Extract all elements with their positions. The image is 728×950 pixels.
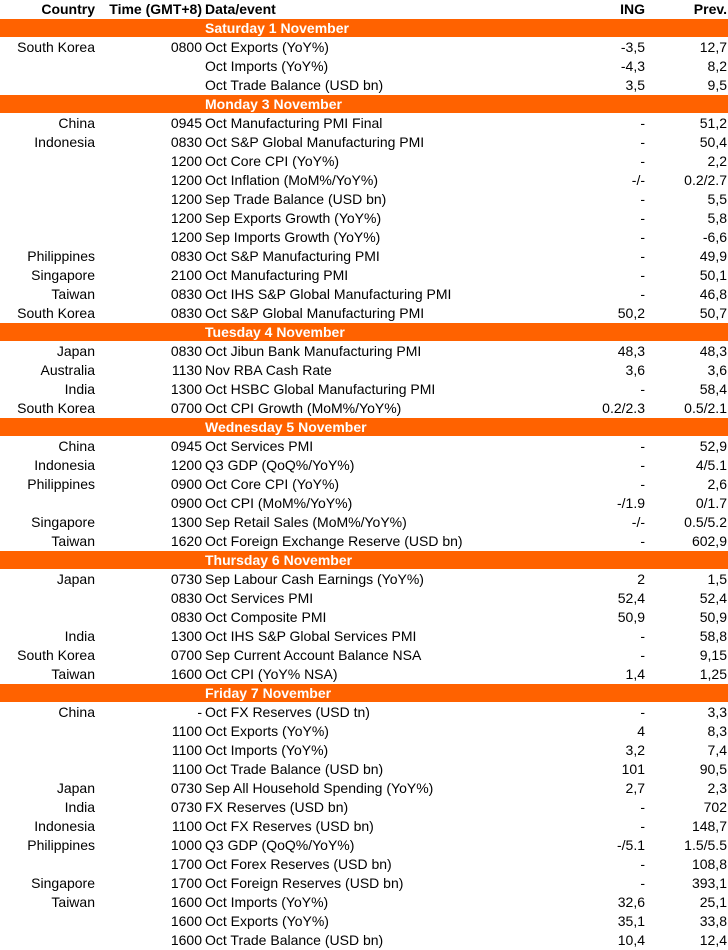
time-cell: 1700 (170, 856, 202, 872)
table-row (0, 760, 728, 779)
ing-forecast-cell: 1,4 (625, 666, 645, 682)
country-cell: Taiwan (51, 286, 95, 302)
event-cell: Oct Jibun Bank Manufacturing PMI (205, 343, 422, 359)
time-cell: 0700 (170, 400, 202, 416)
time-cell: 1300 (170, 514, 202, 530)
country-cell: Singapore (31, 514, 95, 530)
previous-value-cell: 1.5/5.5 (684, 837, 727, 853)
country-cell: Indonesia (34, 457, 95, 473)
time-cell: 0800 (170, 39, 202, 55)
table-row (0, 627, 728, 646)
ing-forecast-cell: 2 (637, 571, 645, 587)
previous-value-cell: 9,5 (707, 77, 727, 93)
event-cell: FX Reserves (USD bn) (205, 799, 349, 815)
ing-forecast-cell: - (640, 286, 645, 302)
ing-forecast-cell: 3,6 (625, 362, 645, 378)
ing-forecast-cell: - (640, 153, 645, 169)
event-cell: Oct Services PMI (205, 590, 314, 606)
event-cell: Oct Inflation (MoM%/YoY%) (205, 172, 378, 188)
previous-value-cell: 9,15 (699, 647, 727, 663)
table-row (0, 114, 728, 133)
previous-value-cell: 90,5 (699, 761, 727, 777)
time-cell: 1100 (171, 761, 202, 777)
ing-forecast-cell: - (640, 191, 645, 207)
ing-forecast-cell: -/- (631, 172, 645, 188)
table-row (0, 266, 728, 285)
table-row (0, 190, 728, 209)
time-cell: 1200 (170, 153, 202, 169)
ing-forecast-cell: 2,7 (625, 780, 645, 796)
day-header (0, 95, 728, 113)
table-row (0, 779, 728, 798)
table-row (0, 494, 728, 513)
table-row (0, 171, 728, 190)
header-ing: ING (620, 1, 645, 17)
table-row (0, 399, 728, 418)
column-header-row (0, 0, 728, 19)
country-cell: South Korea (17, 305, 95, 321)
time-cell: 1200 (170, 210, 202, 226)
header-time: Time (GMT+8) (109, 1, 202, 17)
ing-forecast-cell: - (640, 134, 645, 150)
table-row (0, 513, 728, 532)
event-cell: Oct S&P Manufacturing PMI (205, 248, 380, 264)
previous-value-cell: 7,4 (707, 742, 727, 758)
event-cell: Oct S&P Global Manufacturing PMI (205, 305, 425, 321)
event-cell: Oct Composite PMI (205, 609, 327, 625)
country-cell: Taiwan (51, 533, 95, 549)
table-row (0, 437, 728, 456)
time-cell: 1600 (170, 932, 202, 948)
day-header (0, 684, 728, 702)
table-row (0, 152, 728, 171)
previous-value-cell: 8,2 (707, 58, 727, 74)
country-cell: India (64, 381, 95, 397)
ing-forecast-cell: - (640, 381, 645, 397)
event-cell: Oct Imports (YoY%) (205, 58, 329, 74)
event-cell: Sep Current Account Balance NSA (205, 647, 422, 663)
ing-forecast-cell: 10,4 (617, 932, 645, 948)
event-cell: Oct Core CPI (YoY%) (205, 153, 340, 169)
time-cell: 1600 (170, 913, 202, 929)
ing-forecast-cell: -/- (631, 514, 645, 530)
country-cell: South Korea (17, 39, 95, 55)
ing-forecast-cell: 101 (621, 761, 645, 777)
event-cell: Sep Labour Cash Earnings (YoY%) (205, 571, 424, 587)
time-cell: - (197, 704, 202, 720)
ing-forecast-cell: - (640, 229, 645, 245)
previous-value-cell: 5,5 (707, 191, 727, 207)
time-cell: 1130 (171, 362, 202, 378)
day-label: Wednesday 5 November (205, 419, 367, 435)
event-cell: Oct Manufacturing PMI (205, 267, 349, 283)
previous-value-cell: 2,6 (707, 476, 727, 492)
country-cell: Japan (56, 571, 95, 587)
ing-forecast-cell: -4,3 (620, 58, 645, 74)
table-row (0, 475, 728, 494)
time-cell: 1200 (170, 229, 202, 245)
ing-forecast-cell: 3,2 (625, 742, 645, 758)
event-cell: Oct Core CPI (YoY%) (205, 476, 340, 492)
table-row (0, 304, 728, 323)
day-label: Saturday 1 November (205, 20, 349, 36)
table-row (0, 380, 728, 399)
table-row (0, 589, 728, 608)
ing-forecast-cell: - (640, 438, 645, 454)
previous-value-cell: 2,3 (707, 780, 727, 796)
event-cell: Oct Services PMI (205, 438, 314, 454)
previous-value-cell: 0/1.7 (695, 495, 727, 511)
country-cell: Taiwan (51, 894, 95, 910)
country-cell: Singapore (31, 875, 95, 891)
table-row (0, 798, 728, 817)
event-cell: Oct HSBC Global Manufacturing PMI (205, 381, 436, 397)
table-row (0, 817, 728, 836)
time-cell: 0900 (170, 476, 202, 492)
day-header (0, 551, 728, 569)
event-cell: Oct S&P Global Manufacturing PMI (205, 134, 425, 150)
table-row (0, 665, 728, 684)
ing-forecast-cell: - (640, 115, 645, 131)
previous-value-cell: 50,1 (699, 267, 727, 283)
event-cell: Oct Trade Balance (USD bn) (205, 932, 384, 948)
country-cell: China (58, 704, 95, 720)
previous-value-cell: 702 (703, 799, 727, 815)
previous-value-cell: 393,1 (691, 875, 727, 891)
table-row (0, 342, 728, 361)
day-header (0, 418, 728, 436)
ing-forecast-cell: 3,5 (625, 77, 645, 93)
ing-forecast-cell: 4 (637, 723, 645, 739)
ing-forecast-cell: - (640, 799, 645, 815)
time-cell: 0730 (170, 799, 202, 815)
ing-forecast-cell: -/5.1 (616, 837, 645, 853)
previous-value-cell: 46,8 (699, 286, 727, 302)
ing-forecast-cell: - (640, 533, 645, 549)
table-row (0, 931, 728, 950)
country-cell: Taiwan (51, 666, 95, 682)
previous-value-cell: 0.2/2.7 (684, 172, 727, 188)
table-row (0, 38, 728, 57)
previous-value-cell: 58,4 (699, 381, 727, 397)
time-cell: 0730 (170, 780, 202, 796)
table-row (0, 874, 728, 893)
table-row (0, 76, 728, 95)
event-cell: Q3 GDP (QoQ%/YoY%) (205, 837, 355, 853)
day-label: Tuesday 4 November (205, 324, 345, 340)
event-cell: Sep Imports Growth (YoY%) (205, 229, 381, 245)
previous-value-cell: 108,8 (691, 856, 727, 872)
table-row (0, 532, 728, 551)
day-label: Friday 7 November (205, 685, 332, 701)
previous-value-cell: 12,7 (699, 39, 727, 55)
time-cell: 1300 (170, 381, 202, 397)
table-row (0, 133, 728, 152)
event-cell: Nov RBA Cash Rate (205, 362, 332, 378)
event-cell: Oct Trade Balance (USD bn) (205, 761, 384, 777)
event-cell: Sep Retail Sales (MoM%/YoY%) (205, 514, 407, 530)
time-cell: 1600 (170, 666, 202, 682)
table-row (0, 456, 728, 475)
event-cell: Oct Foreign Reserves (USD bn) (205, 875, 404, 891)
ing-forecast-cell: - (640, 704, 645, 720)
previous-value-cell: 49,9 (699, 248, 727, 264)
time-cell: 1200 (170, 172, 202, 188)
time-cell: 0830 (170, 134, 202, 150)
ing-forecast-cell: - (640, 875, 645, 891)
previous-value-cell: 5,8 (707, 210, 727, 226)
time-cell: 1600 (170, 894, 202, 910)
previous-value-cell: 33,8 (699, 913, 727, 929)
time-cell: 1100 (171, 742, 202, 758)
ing-forecast-cell: - (640, 856, 645, 872)
previous-value-cell: -6,6 (702, 229, 727, 245)
country-cell: Japan (56, 780, 95, 796)
previous-value-cell: 0.5/2.1 (684, 400, 727, 416)
day-label: Thursday 6 November (205, 552, 353, 568)
previous-value-cell: 58,8 (699, 628, 727, 644)
country-cell: South Korea (17, 647, 95, 663)
previous-value-cell: 50,7 (699, 305, 727, 321)
previous-value-cell: 0.5/5.2 (684, 514, 727, 530)
event-cell: Oct CPI Growth (MoM%/YoY%) (205, 400, 402, 416)
table-row (0, 855, 728, 874)
time-cell: 0900 (170, 495, 202, 511)
previous-value-cell: 3,6 (707, 362, 727, 378)
previous-value-cell: 602,9 (691, 533, 727, 549)
previous-value-cell: 48,3 (699, 343, 727, 359)
previous-value-cell: 2,2 (707, 153, 727, 169)
event-cell: Oct Imports (YoY%) (205, 894, 329, 910)
time-cell: 1620 (170, 533, 202, 549)
ing-forecast-cell: - (640, 818, 645, 834)
ing-forecast-cell: - (640, 647, 645, 663)
ing-forecast-cell: 35,1 (617, 913, 645, 929)
previous-value-cell: 52,4 (699, 590, 727, 606)
ing-forecast-cell: - (640, 267, 645, 283)
country-cell: India (64, 799, 95, 815)
table-row (0, 247, 728, 266)
time-cell: 0945 (170, 438, 202, 454)
ing-forecast-cell: 32,6 (617, 894, 645, 910)
time-cell: 0830 (170, 343, 202, 359)
time-cell: 0830 (170, 590, 202, 606)
table-row (0, 836, 728, 855)
event-cell: Oct Imports (YoY%) (205, 742, 329, 758)
previous-value-cell: 50,4 (699, 134, 727, 150)
day-header (0, 323, 728, 341)
ing-forecast-cell: - (640, 248, 645, 264)
country-cell: Singapore (31, 267, 95, 283)
event-cell: Oct CPI (YoY% NSA) (205, 666, 338, 682)
table-row (0, 741, 728, 760)
header-prev: Prev. (693, 1, 727, 17)
time-cell: 0830 (170, 305, 202, 321)
ing-forecast-cell: - (640, 210, 645, 226)
table-row (0, 722, 728, 741)
header-country: Country (41, 1, 95, 17)
day-header (0, 19, 728, 37)
table-row (0, 57, 728, 76)
previous-value-cell: 3,3 (707, 704, 727, 720)
event-cell: Oct Forex Reserves (USD bn) (205, 856, 392, 872)
previous-value-cell: 148,7 (691, 818, 727, 834)
country-cell: Indonesia (34, 818, 95, 834)
event-cell: Oct CPI (MoM%/YoY%) (205, 495, 353, 511)
time-cell: 0830 (170, 286, 202, 302)
country-cell: Indonesia (34, 134, 95, 150)
previous-value-cell: 4/5.1 (695, 457, 727, 473)
table-row (0, 608, 728, 627)
country-cell: China (58, 115, 95, 131)
event-cell: Oct IHS S&P Global Manufacturing PMI (205, 286, 452, 302)
ing-forecast-cell: 0.2/2.3 (602, 400, 645, 416)
event-cell: Q3 GDP (QoQ%/YoY%) (205, 457, 355, 473)
time-cell: 0830 (170, 609, 202, 625)
event-cell: Oct FX Reserves (USD tn) (205, 704, 370, 720)
table-row (0, 893, 728, 912)
event-cell: Oct FX Reserves (USD bn) (205, 818, 374, 834)
time-cell: 1000 (170, 837, 202, 853)
event-cell: Oct Manufacturing PMI Final (205, 115, 383, 131)
table-row (0, 646, 728, 665)
event-cell: Sep Exports Growth (YoY%) (205, 210, 382, 226)
previous-value-cell: 51,2 (699, 115, 727, 131)
ing-forecast-cell: -3,5 (620, 39, 645, 55)
event-cell: Oct IHS S&P Global Services PMI (205, 628, 417, 644)
time-cell: 0830 (170, 248, 202, 264)
time-cell: 1200 (170, 457, 202, 473)
event-cell: Sep All Household Spending (YoY%) (205, 780, 434, 796)
table-row (0, 228, 728, 247)
country-cell: China (58, 438, 95, 454)
table-row (0, 912, 728, 931)
time-cell: 1200 (170, 191, 202, 207)
time-cell: 0730 (170, 571, 202, 587)
country-cell: South Korea (17, 400, 95, 416)
time-cell: 2100 (170, 267, 202, 283)
event-cell: Oct Exports (YoY%) (205, 723, 329, 739)
previous-value-cell: 50,9 (699, 609, 727, 625)
previous-value-cell: 8,3 (707, 723, 727, 739)
table-row (0, 361, 728, 380)
ing-forecast-cell: 50,9 (617, 609, 645, 625)
event-cell: Oct Foreign Exchange Reserve (USD bn) (205, 533, 463, 549)
ing-forecast-cell: 50,2 (617, 305, 645, 321)
previous-value-cell: 1,5 (707, 571, 727, 587)
country-cell: Philippines (27, 837, 95, 853)
event-cell: Oct Exports (YoY%) (205, 39, 329, 55)
table-row (0, 703, 728, 722)
header-event: Data/event (205, 1, 276, 17)
time-cell: 1700 (170, 875, 202, 891)
ing-forecast-cell: 52,4 (617, 590, 645, 606)
ing-forecast-cell: - (640, 476, 645, 492)
previous-value-cell: 52,9 (699, 438, 727, 454)
country-cell: Japan (56, 343, 95, 359)
country-cell: India (64, 628, 95, 644)
country-cell: Philippines (27, 248, 95, 264)
time-cell: 1100 (171, 723, 202, 739)
ing-forecast-cell: - (640, 457, 645, 473)
ing-forecast-cell: -/1.9 (616, 495, 645, 511)
country-cell: Australia (40, 362, 95, 378)
table-row (0, 209, 728, 228)
day-label: Monday 3 November (205, 96, 342, 112)
previous-value-cell: 12,4 (699, 932, 727, 948)
previous-value-cell: 1,25 (699, 666, 727, 682)
time-cell: 1300 (170, 628, 202, 644)
country-cell: Philippines (27, 476, 95, 492)
time-cell: 0700 (170, 647, 202, 663)
ing-forecast-cell: 48,3 (617, 343, 645, 359)
time-cell: 0945 (170, 115, 202, 131)
event-cell: Sep Trade Balance (USD bn) (205, 191, 387, 207)
event-cell: Oct Trade Balance (USD bn) (205, 77, 384, 93)
ing-forecast-cell: - (640, 628, 645, 644)
event-cell: Oct Exports (YoY%) (205, 913, 329, 929)
table-row (0, 570, 728, 589)
time-cell: 1100 (171, 818, 202, 834)
previous-value-cell: 25,1 (699, 894, 727, 910)
table-row (0, 285, 728, 304)
